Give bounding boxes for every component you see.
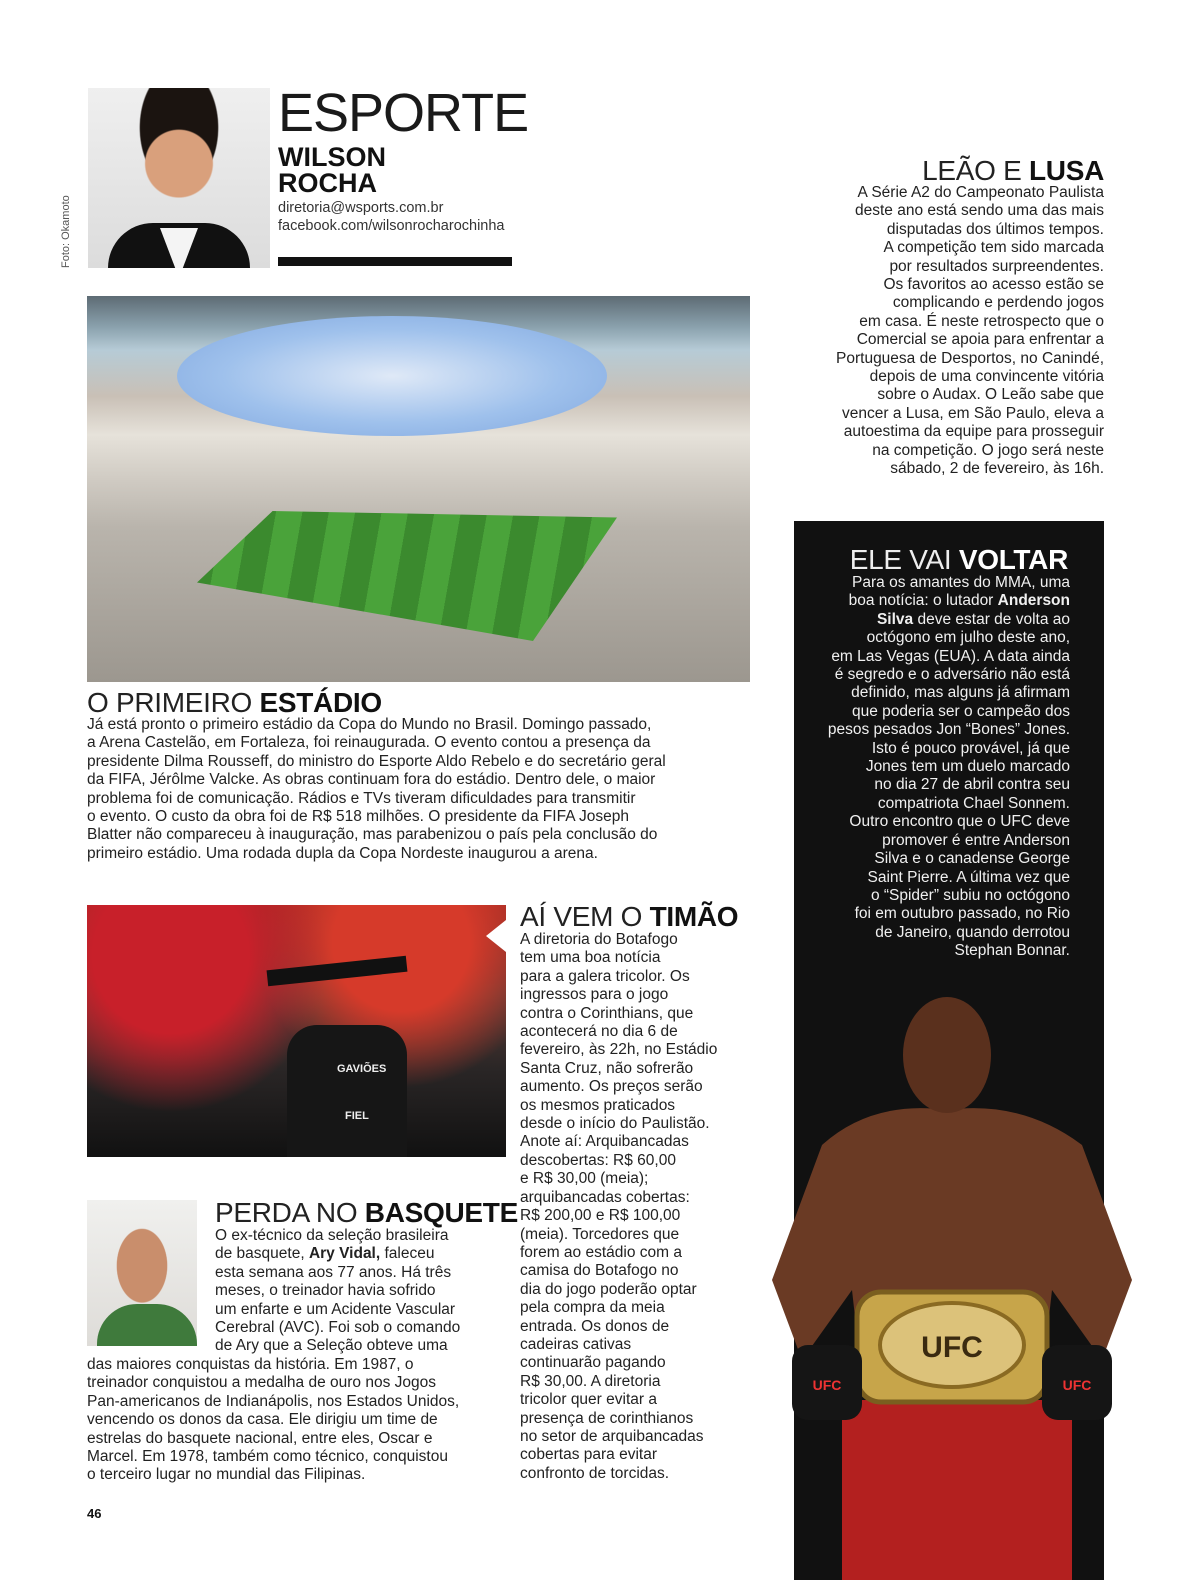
text-line: de basquete, Ary Vidal, faleceu [215, 1245, 435, 1263]
stadium-photo [87, 296, 750, 682]
text-line: no setor de arquibancadas [520, 1427, 704, 1445]
basquete-body-narrow [215, 1227, 495, 1356]
author-photo [88, 88, 270, 268]
basquete-body-wide [87, 1356, 507, 1485]
text-line: Comercial se apoia para enfrentar a [856, 331, 1104, 349]
text-line: estrelas do basquete nacional, entre eles, Oscar e [87, 1429, 433, 1447]
text-line: contra o Corinthians, que [520, 1004, 694, 1022]
fighter-photo [752, 960, 1152, 1580]
text-line: os mesmos praticados [520, 1096, 676, 1114]
text-line: promover é entre Anderson [882, 831, 1070, 849]
timao-title: AÍ VEM O TIMÃO [520, 901, 739, 932]
text-line: R$ 30,00. A diretoria [520, 1372, 661, 1390]
belt-text: UFC [921, 1331, 983, 1364]
basquete-title: PERDA NO BASQUETE [215, 1197, 518, 1228]
estadio-title: O PRIMEIRO ESTÁDIO [87, 687, 382, 718]
text-line: cobertas para evitar [520, 1446, 657, 1464]
author-email[interactable]: diretoria@wsports.com.br [278, 200, 444, 216]
text-line: dia do jogo poderão optar [520, 1280, 697, 1298]
silva-name: Silva [876, 610, 914, 628]
text-line: compatriota Chael Sonnem. [877, 794, 1070, 812]
author-facebook[interactable]: facebook.com/wilsonrocharochinha [278, 218, 505, 234]
text-line: sobre o Audax. O Leão sabe que [877, 386, 1104, 404]
text-line: é segredo e o adversário não está [834, 666, 1070, 684]
text-line: autoestima da equipe para prosseguir [843, 423, 1104, 441]
text-line: um enfarte e um Acidente Vascular [215, 1300, 456, 1318]
voltar-body [790, 574, 1070, 961]
text-line: Jones tem um duelo marcado [865, 758, 1070, 776]
text-line: Silva deve estar de volta ao [876, 610, 1070, 628]
text-line: Portuguesa de Desportos, no Canindé, [836, 349, 1104, 367]
section-title: ESPORTE [278, 83, 529, 143]
text-line: Outro encontro que o UFC deve [849, 813, 1070, 831]
text-line: acontecerá no dia 6 de [520, 1023, 678, 1041]
text-line: por resultados surpreendentes. [889, 257, 1104, 275]
fans-photo-notch [486, 920, 506, 952]
fighter-shorts [842, 1400, 1072, 1580]
leao-title: LEÃO E LUSA [922, 155, 1104, 186]
leao-body [784, 184, 1104, 479]
text-line: de Janeiro, quando derrotou [875, 923, 1070, 941]
text-line: (meia). Torcedores que [520, 1225, 680, 1243]
fans-shirt-text: FIEL [345, 1110, 369, 1122]
text-line: A Série A2 do Campeonato Paulista [857, 184, 1104, 201]
text-line: em casa. É neste retrospecto que o [859, 312, 1104, 330]
ary-vidal-photo [87, 1200, 197, 1346]
text-line: presidente Dilma Rousseff, do ministro do Esporte Aldo Rebelo e do secretário geral [87, 752, 666, 770]
text-line: Isto é pouco provável, já que [871, 739, 1070, 757]
author-first-name: WILSON [278, 142, 386, 172]
text-line: na competição. O jogo será neste [872, 441, 1104, 459]
text-line: pela compra da meia [520, 1299, 665, 1317]
text-line: vencendo os donos da casa. Ele dirigiu um time de [87, 1411, 438, 1429]
text-line: vencer a Lusa, em São Paulo, eleva a [842, 404, 1104, 422]
text-line: continuarão pagando [520, 1354, 666, 1372]
text-line: o evento. O custo da obra foi de R$ 518 milhões. O presidente da FIFA Joseph [87, 808, 629, 826]
text-line: no dia 27 de abril contra seu [874, 776, 1070, 794]
timao-body [520, 931, 740, 1483]
text-line: Para os amantes do MMA, uma [852, 574, 1070, 591]
text-line: A diretoria do Botafogo [520, 931, 678, 948]
text-line: esta semana aos 77 anos. Há três [215, 1263, 452, 1281]
text-line: O ex-técnico da seleção brasileira [215, 1227, 449, 1244]
text-line: ingressos para o jogo [520, 986, 669, 1004]
text-line: fevereiro, às 22h, no Estádio [520, 1041, 718, 1059]
text-line: arquibancadas cobertas: [520, 1188, 690, 1206]
text-line: depois de uma convincente vitória [869, 368, 1104, 386]
text-line: e R$ 30,00 (meia); [520, 1170, 649, 1188]
text-line: Stephan Bonnar. [954, 942, 1070, 960]
text-line: Anote aí: Arquibancadas [520, 1133, 689, 1151]
fans-banner-text: GAVIÕES [337, 1063, 387, 1075]
text-line: a Arena Castelão, em Fortaleza, foi reinaugurada. O evento contou a presença da [87, 734, 651, 752]
left-glove-text: UFC [812, 1377, 842, 1393]
text-line: A competição tem sido marcada [883, 239, 1104, 257]
page-number: 46 [87, 1506, 102, 1521]
text-line: da FIFA, Jérôlme Valcke. As obras continuam fora do estádio. Dentro dele, o maior [87, 771, 656, 789]
header-rule [278, 257, 512, 266]
text-line: o “Spider” subiu no octógono [870, 886, 1070, 904]
text-line: presença de corinthianos [520, 1409, 694, 1427]
text-line: disputadas dos últimos tempos. [886, 220, 1104, 238]
text-line: tem uma boa notícia [520, 949, 661, 967]
text-line: Cerebral (AVC). Foi sob o comando [215, 1319, 461, 1337]
ary-vidal-name: Ary Vidal, [308, 1245, 381, 1263]
fans-photo [87, 905, 506, 1157]
text-line: sábado, 2 de fevereiro, às 16h. [890, 460, 1104, 478]
voltar-title: ELE VAI VOLTAR [849, 544, 1068, 575]
text-line: R$ 200,00 e R$ 100,00 [520, 1207, 681, 1225]
text-line: Saint Pierre. A última vez que [867, 868, 1070, 886]
text-line: meses, o treinador havia sofrido [215, 1282, 436, 1300]
text-line: treinador conquistou a medalha de ouro nos Jogos [87, 1374, 436, 1392]
text-line: cadeiras cativas [520, 1335, 632, 1353]
author-last-name: ROCHA [278, 168, 377, 198]
text-line: primeiro estádio. Uma rodada dupla da Copa Nordeste inaugurou a arena. [87, 844, 598, 862]
text-line: deste ano está sendo uma das mais [854, 202, 1104, 220]
text-line: octógono em julho deste ano, [866, 629, 1070, 647]
text-line: forem ao estádio com a [520, 1243, 682, 1261]
text-line: tricolor quer evitar a [520, 1391, 657, 1409]
text-line: foi em outubro passado, no Rio [854, 905, 1070, 923]
text-line: confronto de torcidas. [520, 1464, 670, 1482]
text-line: em Las Vegas (EUA). A data ainda [831, 647, 1070, 665]
text-line: o terceiro lugar no mundial das Filipinas. [87, 1466, 366, 1484]
text-line: aumento. Os preços serão [520, 1078, 703, 1096]
right-glove-text: UFC [1062, 1377, 1092, 1393]
text-line: Silva e o canadense George [874, 850, 1070, 868]
text-line: camisa do Botafogo no [520, 1262, 679, 1280]
text-line: Pan-americanos de Indianápolis, nos Estados Unidos, [87, 1392, 460, 1410]
text-line: Blatter não compareceu à inauguração, mas parabenizou o país pela conclusão do [87, 826, 658, 844]
text-line: das maiores conquistas da história. Em 1987, o [87, 1356, 414, 1373]
text-line: Santa Cruz, não sofrerão [520, 1059, 694, 1077]
text-line: definido, mas alguns já afirmam [851, 684, 1070, 702]
text-line: problema foi de comunicação. Rádios e TVs tiveram dificuldades para transmitir [87, 789, 636, 807]
text-line: complicando e perdendo jogos [892, 294, 1104, 312]
text-line: entrada. Os donos de [520, 1317, 670, 1335]
photo-credit: Foto: Okamoto [60, 195, 72, 268]
fighter-head [903, 997, 991, 1113]
text-line: pesos pesados Jon “Bones” Jones. [827, 721, 1070, 739]
text-line: para a galera tricolor. Os [520, 967, 690, 985]
text-line: Os favoritos ao acesso estão se [883, 276, 1104, 294]
text-line: desde o início do Paulistão. [520, 1115, 710, 1133]
text-line: descobertas: R$ 60,00 [520, 1151, 676, 1169]
text-line: boa notícia: o lutador Anderson [848, 592, 1070, 610]
anderson-name: Anderson [997, 592, 1070, 610]
estadio-body [87, 716, 727, 863]
text-line: Marcel. Em 1978, também como técnico, conquistou [87, 1448, 448, 1466]
text-line: Já está pronto o primeiro estádio da Copa do Mundo no Brasil. Domingo passado, [87, 716, 652, 733]
text-line: de Ary que a Seleção obteve uma [215, 1337, 448, 1355]
text-line: que poderia ser o campeão dos [851, 702, 1070, 720]
